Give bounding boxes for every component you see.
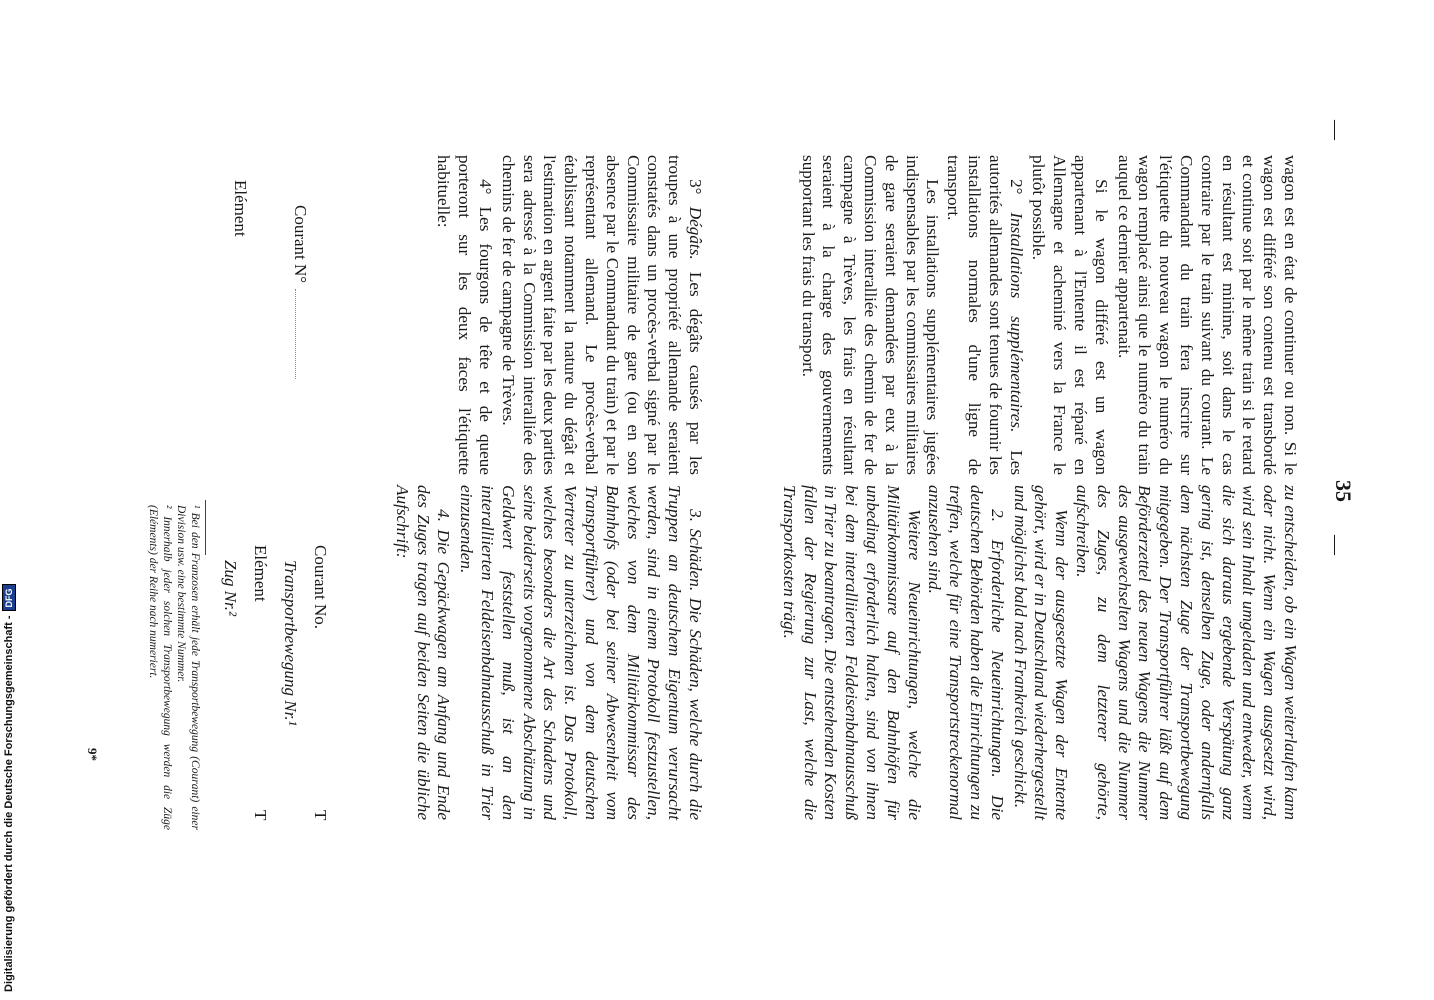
section-number: 2°	[1006, 179, 1026, 213]
paragraph: 4. Die Gepäckwagen am Anfang und Ende des Zuges tragen auf beiden Seiten die übliche Aufschrift:	[392, 485, 454, 820]
label-field-transportbewegung: Transportbewegung Nr.¹	[281, 560, 300, 726]
paragraph: Wenn der ausgesetzte Wagen der Entente gehört, wird er in Deutschland wiederhergestellt und möglichst bald nach Frankreich geschickt.	[1010, 485, 1072, 820]
footnote-rule	[205, 500, 206, 555]
section-number: 2.	[987, 509, 1007, 540]
page-number: 35	[1331, 480, 1356, 502]
section-number: 3.	[686, 509, 705, 529]
label-field-t: T	[311, 810, 330, 821]
german-column-1	[778, 485, 1300, 820]
section-heading: Erforderliche Neueinrichtungen.	[987, 539, 1007, 778]
section-heading: Dégâts.	[686, 206, 705, 260]
paragraph: zu entscheiden, ob ein Wagen weiterlaufen kann oder nicht. Wenn ein Wagen ausgesetzt wird, wird sein Inhalt umgeladen und entweder, wenn die sich daraus ergebende Verspätung ganz gering ist, denselben Zuge, oder andernfalls dem nächsten Zuge der Transportbewegung mitgegeben. Der Transportführer läßt auf dem Beförderzettel des neuen Wagens die Nummer des ausgewechselten Wagens und die Nummer des Zuges, zu dem letzterer gehörte, aufschreiben.	[1073, 485, 1300, 820]
paragraph: 4° Les fourgons de tête et de queue porteront sur les deux faces l'étiquette habituelle:	[434, 155, 496, 475]
label-field-zug-nr: Zug Nr.²	[221, 560, 240, 617]
paragraph	[455, 485, 705, 820]
paragraph-text: Die Schäden, welche durch die Truppen an deutschem Eigentum verursacht werden, sind in einem Protokoll festzustellen, welches von dem Militärkommissar des Bahnhofs (oder bei seiner Abwesenheit vom Transportführer) und von dem deutschen Vertreter zu unterzeichnen ist. Das Protokoll, welches besonders die Art des Schadens und seine beiderseits vorgenommene Abschätzung in Geldwert feststellen muß, ist an den interalliierten Feldeisenbahnausschuß in Trier einzusenden.	[457, 485, 705, 820]
german-column-2	[391, 485, 705, 820]
sheet-mark: 9*	[85, 748, 100, 761]
header-dash-left: —	[1325, 120, 1347, 140]
section-heading: Schäden.	[686, 528, 705, 592]
label-field-courant: Courant N°	[290, 205, 310, 385]
section-heading: Installations supplémentaires.	[1006, 212, 1026, 433]
label-field-element: Elément	[231, 180, 250, 237]
paragraph: Weitere Neueinrichtungen, welche die Militärkommissare auf den Bahnhöfen für unbedingt erforderlich halten, sind von ihnen bei dem interalliierten Feldeisenbahnausschuß in Trier zu beantragen. Die entstehenden Kosten fallen der Regierung zur Last, welche die Transportkosten trägt.	[779, 485, 924, 820]
header-dash-right: —	[1325, 535, 1347, 555]
digitization-credit: Digitalisierung gefördert durch die Deutsche Forschungsgemeinschaft -DFG	[2, 584, 16, 992]
paragraph	[942, 155, 1025, 475]
paragraph-text: Les autorités allemandes sont tenues de fournir les installations normales d'une ligne de transport.	[944, 155, 1026, 476]
label-field-t: T	[251, 810, 270, 821]
french-column-1	[797, 155, 1300, 475]
french-column-2	[433, 155, 705, 475]
dfg-logo: DFG	[2, 584, 16, 611]
paragraph	[924, 485, 1007, 820]
label-field-courant-no: Courant No.	[311, 545, 330, 630]
footnote-1: ¹ Bei den Franzosen erhält jede Transportbewegung (Courant) einer Division usw. eine bestimmte Nummer.	[175, 505, 201, 830]
section-number: 3°	[686, 179, 705, 207]
paragraph: Si le wagon différé est un wagon appartenant à l'Entente il est réparé en Allemagne et acheminé vers la France le plutôt possible.	[1029, 155, 1111, 475]
label-field-element-de: Elément	[251, 545, 270, 602]
paragraph-text: Die deutschen Behörden haben die Einrichtungen zu treffen, welche für eine Transportstreckenormal anzusehen sind.	[925, 485, 1007, 820]
paragraph: wagon est en état de continuer ou non. Si le wagon est différé son contenu est transbordé et continue soit par le même train si le retard en résultant est minime, soit dans le cas contraire par le train suivant du courant. Le Commandant du train fera inscrire sur l'étiquette du nouveau wagon le numéro du wagon remplacé ainsi que le numéro du train auquel ce dernier appartenait.	[1114, 155, 1300, 475]
paragraph-text: Les dégâts causés par les troupes à une propriété allemande seraient constatés dans un procès-verbal signé par le Commissaire militaire de gare (ou en son absence par le Commandant du train) et par le représentant allemand. Le procès-verbal établissant notamment la nature du dégât et l'estimation en argent faite par les deux parties sera adressé à la Commission interalliée des chemins de fer de campagne de Trèves.	[498, 155, 705, 475]
footnote-2: ² Innerhalb jeder solchen Transportbewegung werden die Züge (Eléments) der Reihe nach numeriert.	[147, 505, 173, 830]
paragraph: Les installations supplémentaires jugées indispensables par les commissaires militaires de gare seraient demandées par eux à la Commission interalliée des chemin de fer de campagne à Trèves, les frais en résultant seraient à la charge des gouvernements supportant les frais du transport.	[798, 155, 943, 475]
footnotes	[146, 505, 202, 830]
paragraph	[497, 155, 705, 475]
